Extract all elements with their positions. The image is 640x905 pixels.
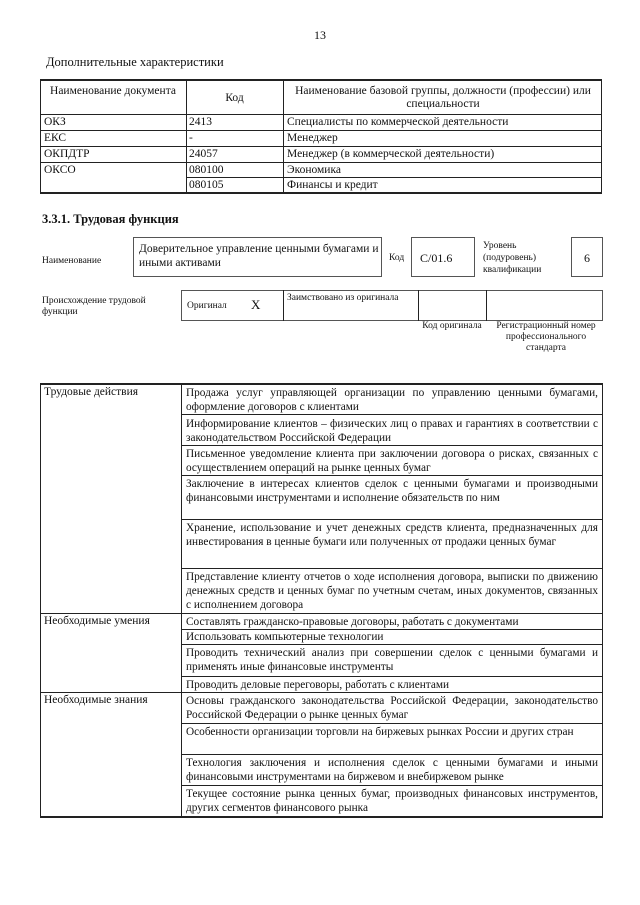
extra-characteristics-title: Дополнительные характеристики [46, 55, 224, 69]
row-doc: ОКСО [44, 164, 76, 176]
level-value: 6 [584, 251, 590, 265]
skill-item: Использовать компьютерные технологии [186, 631, 384, 643]
page-number: 13 [314, 28, 326, 42]
knowledge-label: Необходимые знания [44, 694, 148, 706]
action-item: Продажа услуг управляющей организации по управлению ценными бумагами, оформление договоров с клиентами [186, 387, 598, 413]
original-mark: X [251, 297, 261, 312]
row-name: Финансы и кредит [287, 179, 378, 191]
row-name: Специалисты по коммерческой деятельности [287, 116, 509, 128]
header-group-name: Наименование базовой группы, должности (профессии) или специальности [295, 85, 591, 110]
skill-item: Проводить технический анализ при совершении сделок с ценными бумагами и применять иные финансовые инструменты [186, 647, 598, 673]
code-original-caption: Код оригинала [422, 321, 482, 331]
header-code: Код [225, 92, 244, 104]
action-item: Заключение в интересах клиентов сделок с ценными бумагами и производными финансовыми инструментами и исполнение обязательств по ним [186, 478, 598, 504]
function-name: Доверительное управление ценными бумагами и иными активами [139, 243, 379, 269]
row-code: 080105 [189, 179, 224, 191]
row-doc: ЕКС [44, 132, 67, 144]
header-document: Наименование документа [50, 85, 176, 97]
row-name: Экономика [287, 164, 341, 176]
action-item: Информирование клиентов – физических лиц о правах и гарантиях в соответствии с законодательством Российской Федерации [186, 418, 598, 444]
row-doc: ОКПДТР [44, 148, 90, 160]
row-name: Менеджер (в коммерческой деятельности) [287, 148, 495, 160]
row-name: Менеджер [287, 132, 338, 144]
row-code: - [189, 132, 193, 144]
skills-label: Необходимые умения [44, 615, 150, 627]
origin-label: Происхождение трудовой функции [42, 296, 146, 317]
row-code: 2413 [189, 116, 212, 128]
row-doc: ОКЗ [44, 116, 66, 128]
skill-item: Проводить деловые переговоры, работать с клиентами [186, 679, 450, 691]
row-code: 24057 [189, 148, 218, 160]
action-item: Хранение, использование и учет денежных средств клиента, предназначенных для инвестирования в ценные бумаги или полученных от продажи ценных бумаг [186, 522, 598, 548]
row-code: 080100 [189, 164, 224, 176]
borrowed-label: Заимствовано из оригинала [287, 293, 399, 303]
name-label: Наименование [42, 256, 102, 266]
reg-number-caption: Регистрационный номер профессионального стандарта [496, 321, 596, 353]
level-label: Уровень (подуровень) квалификации [483, 241, 542, 275]
code-label: Код [389, 253, 405, 263]
function-code: C/01.6 [420, 251, 453, 265]
original-label: Оригинал [187, 301, 227, 311]
knowledge-item: Текущее состояние рынка ценных бумаг, производных финансовых инструментов, других сегментов финансового рынка [186, 788, 598, 814]
actions-label: Трудовые действия [44, 386, 139, 398]
knowledge-item: Особенности организации торговли на биржевых рынках России и других стран [186, 726, 574, 738]
skill-item: Составлять гражданско-правовые договоры, работать с документами [186, 616, 519, 628]
labor-function-title: 3.3.1. Трудовая функция [42, 212, 179, 226]
knowledge-item: Основы гражданского законодательства Российской Федерации, законодательство Российской Федерации о рынке ценных бумаг [186, 695, 598, 721]
action-item: Представление клиенту отчетов о ходе исполнения договора, выписки по движению денежных средств и ценных бумаг по учетным счетам, иных документов, связанных с исполнением договора [186, 571, 598, 611]
action-item: Письменное уведомление клиента при заключении договора о рисках, связанных с осуществлением операций на рынке ценных бумаг [186, 448, 598, 474]
knowledge-item: Технология заключения и исполнения сделок с ценными бумагами и иными финансовыми инструментами на биржевом и внебиржевом рынке [186, 757, 598, 783]
